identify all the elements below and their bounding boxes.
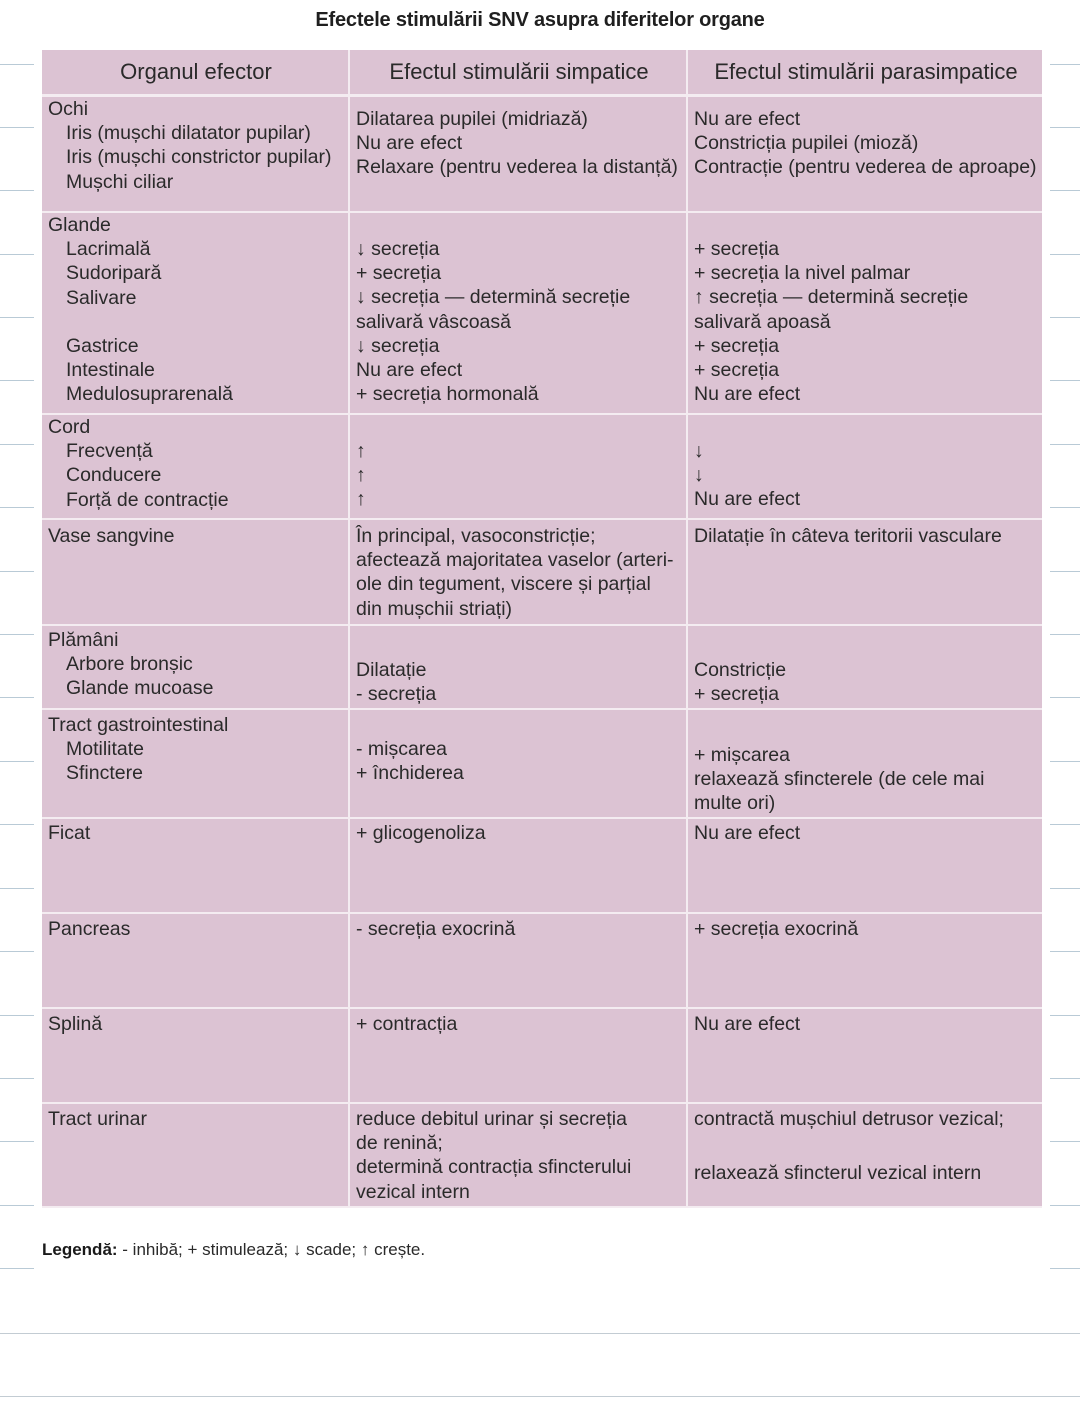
sympathetic-cell [350, 914, 688, 1009]
organ-subitem: Forță de contracție [66, 488, 229, 511]
notebook-rule-line [1050, 64, 1080, 65]
arrow-down-icon: ↓ [694, 440, 704, 462]
effect-spacer [356, 213, 682, 237]
sympathetic-cell [350, 520, 688, 626]
effect-line: În principal, vasoconstricție; [356, 525, 596, 547]
effect-line: + glicogenoliza [356, 822, 486, 844]
notebook-rule-line [0, 1141, 34, 1142]
effect-line: relaxează sfincterul vezical intern [694, 1162, 982, 1185]
effect-line: - mișcarea [356, 738, 448, 760]
organ-subitem: Intestinale [66, 359, 155, 382]
table-row [42, 819, 1042, 914]
organ-title: Cord [48, 416, 91, 438]
organ-cell [42, 1104, 350, 1208]
notebook-rule-line [0, 254, 34, 255]
organ-title: Pancreas [48, 918, 131, 940]
organ-subitem: Frecvență [66, 440, 153, 463]
arrow-up-icon: ↑ [356, 440, 366, 462]
effect-line: ole din tegument, viscere și parțial [356, 573, 651, 596]
notebook-rule-line [1050, 761, 1080, 762]
organ-subitem: Glande mucoase [66, 677, 214, 700]
effect-spacer [356, 415, 682, 439]
effect-line: ↑ secreția — determină secreție [694, 286, 969, 309]
organ-subitem: Sudoripară [66, 262, 162, 285]
effect-line: Constricție [694, 659, 787, 681]
snv-effects-table [42, 50, 1042, 1208]
sympathetic-cell [350, 1009, 688, 1104]
sympathetic-cell [350, 213, 688, 415]
parasympathetic-cell [688, 626, 1042, 710]
notebook-rule-line [0, 380, 34, 381]
effect-line: Nu are efect [356, 132, 463, 155]
notebook-rule-line [0, 888, 34, 889]
organ-title: Tract gastrointestinal [48, 714, 229, 736]
table-row [42, 914, 1042, 1009]
organ-subitem: Iris (mușchi dilatator pupilar) [66, 122, 311, 145]
sympathetic-cell [350, 819, 688, 914]
effect-line: multe ori) [694, 792, 776, 815]
effect-line: contractă mușchiul detrusor vezical; [694, 1108, 1004, 1130]
notebook-rule-line [0, 634, 34, 635]
effect-line: Constricția pupilei (mioză) [694, 132, 919, 155]
notebook-rule-line [0, 190, 34, 191]
organ-cell [42, 97, 350, 213]
effect-line: Nu are efect [694, 108, 801, 130]
effect-line: Nu are efect [694, 1013, 801, 1035]
notebook-rule-line [0, 64, 34, 65]
organ-subitem: Medulosuprarenală [66, 383, 233, 406]
notebook-rule-line [0, 1205, 34, 1206]
effect-line: + secreția [694, 334, 780, 357]
organ-cell [42, 213, 350, 415]
organ-title: Ochi [48, 98, 89, 120]
legend-text: - inhibă; + stimulează; ↓ scade; ↑ crește. [117, 1240, 426, 1259]
arrow-up-icon: ↑ [356, 464, 366, 487]
notebook-rule-line [0, 1015, 34, 1016]
organ-cell [42, 1009, 350, 1104]
effect-line: Nu are efect [694, 822, 801, 844]
organ-title: Vase sangvine [48, 525, 175, 547]
effect-line: ↓ secreția — determină secreție [356, 286, 631, 309]
notebook-rule-line [1050, 507, 1080, 508]
organ-cell [42, 819, 350, 914]
sympathetic-cell [350, 710, 688, 819]
notebook-rule-line [0, 951, 34, 952]
effect-spacer [694, 1131, 1038, 1161]
notebook-rule-line [1050, 1205, 1080, 1206]
notebook-rule-line [1050, 634, 1080, 635]
sympathetic-cell [350, 1104, 688, 1208]
organ-subitem: Mușchi ciliar [66, 170, 174, 193]
notebook-rule-line [1050, 1015, 1080, 1016]
notebook-rule-line [0, 127, 34, 128]
notebook-rule-line [1050, 951, 1080, 952]
notebook-rule-line [1050, 571, 1080, 572]
table-row [42, 415, 1042, 520]
notebook-rule-line [0, 1396, 1080, 1397]
effect-line: vezical intern [356, 1180, 470, 1203]
effect-line: + închiderea [356, 762, 464, 785]
notebook-rule-line [1050, 697, 1080, 698]
table-row [42, 1104, 1042, 1208]
effect-line: ↓ secreția [356, 238, 440, 260]
organ-subitem: Conducere [66, 464, 162, 487]
notebook-rule-line [0, 824, 34, 825]
notebook-rule-line [1050, 444, 1080, 445]
organ-spacer [48, 310, 344, 334]
effect-line: + secreția la nivel palmar [694, 262, 911, 285]
organ-cell [42, 914, 350, 1009]
effect-line: ↓ secreția [356, 334, 440, 357]
legend-label: Legendă: [42, 1240, 118, 1259]
notebook-rule-line [1050, 127, 1080, 128]
notebook-rule-line [1050, 1268, 1080, 1269]
parasympathetic-cell [688, 914, 1042, 1009]
parasympathetic-cell [688, 819, 1042, 914]
effect-line: afectează majoritatea vaselor (arteri- [356, 549, 674, 572]
organ-subitem: Iris (mușchi constrictor pupilar) [66, 146, 332, 169]
header-organ: Organul efector [42, 50, 350, 97]
notebook-rule-line [0, 1078, 34, 1079]
effect-line: Dilatație [356, 659, 427, 681]
effect-line: salivară apoasă [694, 310, 831, 333]
organ-title: Tract urinar [48, 1108, 147, 1130]
effect-spacer [694, 415, 1038, 439]
organ-title: Glande [48, 214, 111, 236]
effect-line: din mușchii striați) [356, 597, 513, 620]
effect-line: + secreția [694, 359, 780, 382]
notebook-rule-line [1050, 190, 1080, 191]
parasympathetic-cell [688, 710, 1042, 819]
notebook-rule-line [1050, 824, 1080, 825]
notebook-rule-line [0, 444, 34, 445]
notebook-rule-line [1050, 254, 1080, 255]
notebook-rule-line [0, 507, 34, 508]
sympathetic-cell [350, 415, 688, 520]
effect-line: + secreția exocrină [694, 918, 859, 940]
effect-line: + mișcarea [694, 744, 790, 766]
organ-title: Plămâni [48, 629, 119, 651]
notebook-rule-line [0, 1268, 34, 1269]
table-row [42, 1009, 1042, 1104]
organ-cell [42, 415, 350, 520]
sympathetic-cell [350, 97, 688, 213]
effect-line: + secreția [694, 238, 780, 260]
effect-line: + secreția [356, 262, 442, 285]
table-header-row [42, 50, 1042, 97]
parasympathetic-cell [688, 520, 1042, 626]
organ-cell [42, 626, 350, 710]
notebook-rule-line [0, 761, 34, 762]
effect-line: relaxează sfincterele (de cele mai [694, 768, 985, 791]
notebook-rule-line [1050, 380, 1080, 381]
effect-line: + secreția hormonală [356, 383, 539, 406]
notebook-rule-line [0, 1333, 1080, 1334]
effect-line: Contracție (pentru vederea de aproape) [694, 156, 1037, 179]
table-row [42, 97, 1042, 213]
effect-line: Dilatarea pupilei (midriază) [356, 108, 588, 130]
effect-line: reduce debitul urinar și secreția [356, 1108, 627, 1130]
organ-subitem: Motilitate [66, 738, 145, 761]
organ-subitem: Arbore bronșic [66, 653, 193, 676]
header-parasympathetic: Efectul stimulării parasimpatice [688, 50, 1042, 97]
notebook-rule-line [0, 317, 34, 318]
table-row [42, 520, 1042, 626]
effect-line: salivară vâscoasă [356, 310, 511, 333]
parasympathetic-cell [688, 213, 1042, 415]
effect-spacer [694, 213, 1038, 237]
organ-subitem: Salivare [66, 286, 137, 309]
organ-title: Splină [48, 1013, 103, 1035]
organ-subitem: Sfinctere [66, 762, 143, 785]
effect-line: de renină; [356, 1132, 443, 1155]
notebook-rule-line [1050, 888, 1080, 889]
parasympathetic-cell [688, 415, 1042, 520]
organ-cell [42, 520, 350, 626]
table-row [42, 710, 1042, 819]
effect-line: Nu are efect [694, 383, 801, 406]
organ-subitem: Gastrice [66, 334, 139, 357]
parasympathetic-cell [688, 97, 1042, 213]
organ-subitem: Lacrimală [66, 238, 151, 261]
parasympathetic-cell [688, 1104, 1042, 1208]
notebook-rule-line [1050, 1078, 1080, 1079]
effect-line: Relaxare (pentru vederea la distanță) [356, 156, 678, 179]
notebook-rule-line [0, 697, 34, 698]
effect-line: Dilatație în câteva teritorii vasculare [694, 525, 1002, 547]
organ-cell [42, 710, 350, 819]
effect-line: - secreția exocrină [356, 918, 516, 940]
parasympathetic-cell [688, 1009, 1042, 1104]
organ-title: Ficat [48, 822, 91, 844]
arrow-down-icon: ↓ [694, 464, 704, 487]
notebook-rule-line [1050, 1141, 1080, 1142]
sympathetic-cell [350, 626, 688, 710]
arrow-up-icon: ↑ [356, 488, 366, 511]
legend [42, 1240, 425, 1260]
effect-line: Nu are efect [356, 359, 463, 382]
effect-line: Nu are efect [694, 488, 801, 511]
notebook-rule-line [0, 571, 34, 572]
table-row [42, 213, 1042, 415]
table-row [42, 626, 1042, 710]
notebook-rule-line [1050, 317, 1080, 318]
effect-line: - secreția [356, 683, 437, 706]
effect-line: + contracția [356, 1013, 458, 1035]
effect-line: + secreția [694, 683, 780, 706]
page-title: Efectele stimulării SNV asupra diferitelor organe [315, 9, 765, 31]
header-sympathetic: Efectul stimulării simpatice [350, 50, 688, 97]
effect-line: determină contracția sfincterului [356, 1156, 632, 1179]
